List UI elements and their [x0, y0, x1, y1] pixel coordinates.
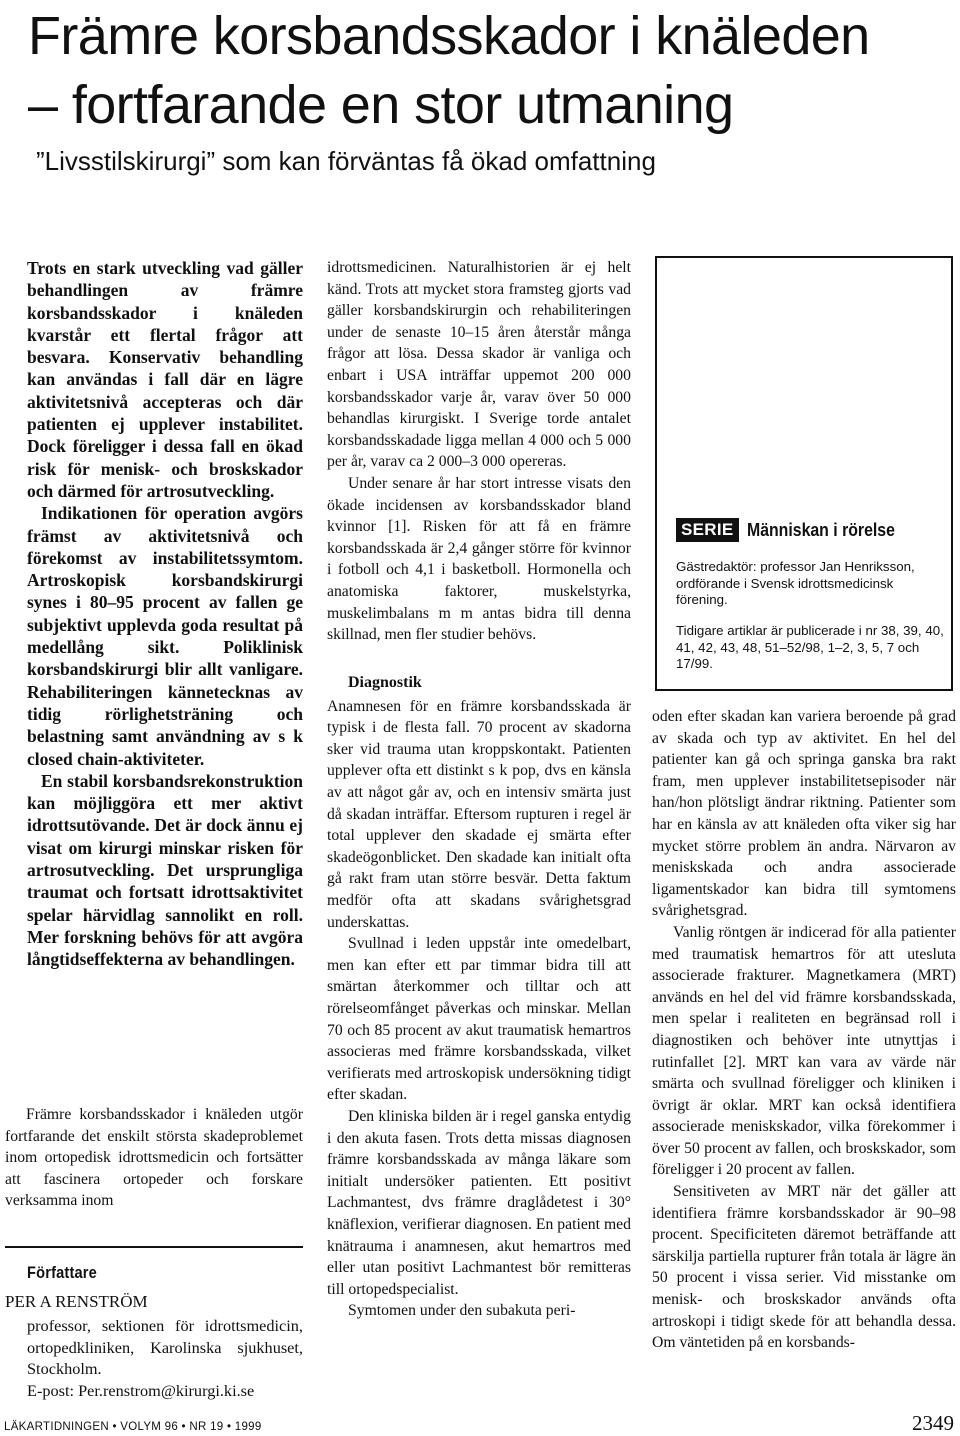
body-column-2: [327, 257, 631, 1322]
series-previous-articles: Tidigare artiklar är publicerade i nr 38, 39, 40, 41, 42, 43, 48, 51–52/98, 1–2, 3, 5, 7 och 17/99.: [676, 623, 944, 672]
journal-footer: LÄKARTIDNINGEN • VOLYM 96 • NR 19 • 1999: [4, 1421, 262, 1433]
author-divider: [5, 1246, 303, 1248]
lead-paragraph: Indikationen för operation avgörs främst av aktivitetsnivå och förekomst av instabilitetssymtom. Artroskopisk korsbandskirurgi synes i 80–95 procent av fallen ge subjektivt upplevda goda resultat på medellång sikt. Poliklinisk korsbandskirurgi blir allt vanligare. Rehabiliteringen kännetecknas av tidig rörlighetsträning och belastning samt användning av s k closed chain-aktiviteter.: [27, 503, 303, 769]
page-number: 2349: [912, 1411, 954, 1435]
section-heading-diagnostik: Diagnostik: [348, 673, 422, 691]
author-heading: Författare: [27, 1263, 97, 1282]
title-line-2: – fortfarande en stor utmaning: [28, 75, 734, 135]
author-email[interactable]: E-post: Per.renstrom@kirurgi.ki.se: [27, 1380, 255, 1400]
body-paragraph: Sensitiveten av MRT när det gäller att identifiera främre korsbandsskador är 90–98 procent. Specificiteten däremot beträffande att särskilja partiella rupturer från totala är lägre än 50 procent i vissa serier. Vid misstanke om menisk- och broskskador används ofta artroskopi i tidigt skede för att behandla dessa. Om väntetiden på en korsbands-: [652, 1183, 956, 1352]
body-paragraph: Vanlig röntgen är indicerad för alla patienter med traumatisk hemartros för att utesluta associerade frakturer. Magnetkamera (MRT) används en hel del vid främre korsbandsskada, men spelar i realiteten en begränsad roll i diagnostiken och behöver inte utnyttjas i rutinfallet [2]. MRT kan vara av värde när smärta och svullnad föreligger och kliniken i övrigt är oklar. MRT kan också identifiera associerade meniskskador, vilka förekommer i över 50 procent av fallen, och broskskador, som föreligger i 20 procent av fallen.: [652, 923, 956, 1179]
author-affiliation-text: professor, sektionen för idrottsmedicin, ortopedkliniken, Karolinska sjukhuset, Stockholm.: [27, 1316, 303, 1378]
author-affiliation: [27, 1315, 303, 1401]
intro-text: [5, 1104, 303, 1212]
series-editor: Gästredaktör: professor Jan Henriksson, ordförande i Svensk idrottsmedicinsk förening.: [676, 559, 915, 608]
lead-paragraph: En stabil korsbandsrekonstruktion kan möjliggöra ett mer aktivt idrottsutövande. Det är dock ännu ej visat om kirurgi minskar risken för artrosutveckling. Det ursprungliga traumat och fortsatt idrottsaktivitet spelar härvidlag sannolikt en roll. Mer forskning behövs för att avgöra långtidseffekterna av behandlingen.: [27, 770, 303, 970]
intro-paragraph: Främre korsbandsskador i knäleden utgör fortfarande det enskilt största skadeproblemet inom ortopedisk idrottsmedicin och fortsätter att fascinera ortopeder och forskare verksamma inom: [5, 1106, 303, 1210]
body-paragraph: Svullnad i leden uppstår inte omedelbart, men kan efter ett par timmar bidra till att smärtan återkommer och tilltar och att rörelseomfånget påverkas och minskar. Mellan 70 och 85 procent av akut traumatisk hemartros associeras med främre korsbandsskada, vilket verifierats med artroskopisk undersökning tidigt efter skadan.: [327, 935, 631, 1104]
body-paragraph: idrottsmedicinen. Naturalhistorien är ej helt känd. Trots att mycket stora framsteg gjorts vad gäller korsbandskirurgin och rehabiliteringen under de senaste 10–15 åren återstår många frågor att lösa. Dessa skador är vanliga och enbart i USA inträffar uppemot 200 000 korsbandsskador varje år, varav över 50 000 behandlas kirurgiskt. I Sverige torde antalet korsbandsskadade ligga mellan 4 000 och 5 000 per år, varav ca 2 000–3 000 opereras.: [327, 259, 631, 471]
author-name: PER A RENSTRÖM: [5, 1292, 148, 1311]
body-paragraph: Den kliniska bilden är i regel ganska entydig i den akuta fasen. Trots detta missas diagnosen främre korsbandsskada av många läkare som initialt undersöker patienten. Ett positivt Lachmantest, dvs främre draglådetest i 30° knäflexion, verifierar diagnosen. En patient med knätrauma i anamnesen, akut hemartros med eller utan positivt Lachmantest bör remitteras till ortopedspecialist.: [327, 1107, 631, 1298]
series-title: Människan i rörelse: [746, 519, 895, 540]
article-subtitle: ”Livsstilskirurgi” som kan förväntas få ökad omfattning: [36, 146, 656, 176]
body-paragraph: oden efter skadan kan variera beroende på grad av skada och typ av aktivitet. En hel del patienter kan gå och springa ganska bra rakt fram, men upplever instabilitetsepisoder när han/hon plötsligt ändrar riktning. Patienter som har en känsla av att knäleden ofta viker sig har mycket större problem än andra. Närvaron av meniskskada och andra associerade ligamentskador kan bidra till symtomens svårighetsgrad.: [652, 708, 956, 920]
article-title: [28, 2, 948, 140]
lead-paragraph: Trots en stark utveckling vad gäller behandlingen av främre korsbandsskador i knäleden kvarstår ett flertal frågor att besvara. Konservativ behandling kan användas i fall där en lägre aktivitetsnivå accepteras och där patienten ej upplever instabilitet. Dock föreligger i dessa fall en ökad risk för menisk- och broskskador och därmed för artrosutveckling.: [27, 258, 303, 501]
series-header: [676, 518, 915, 542]
series-badge: SERIE: [676, 518, 739, 542]
body-paragraph: Anamnesen för en främre korsbandsskada är typisk i de flesta fall. 70 procent av skadorna sker vid trauma utan kroppskontakt. Patienten upplever ofta ett distinkt s k pop, dvs en känsla av att något går av, och en intensiv smärta just då skadan inträffar. Eftersom rupturen i regel är total upplever den skadade ej smärta efter skadeögonblicket. Den skadade kan initialt ofta gå rakt fram utan större besvär. Detta faktum medför ofta att skadans svårighetsgrad underskattas.: [327, 697, 631, 931]
body-paragraph: Under senare år har stort intresse visats den ökade incidensen av korsbandsskador bland kvinnor [1]. Risken för att få en främre korsbandsskada är 2,4 gånger större för kvinnor i fotboll och 4,1 i basketboll. Hormonella och anatomiska faktorer, muskelstyrka, muskelimbalans m m antas bidra till denna skillnad, men fler studier behövs.: [327, 474, 631, 644]
body-paragraph: Symtomen under den subakuta peri-: [348, 1302, 576, 1320]
body-column-3: [652, 706, 956, 1354]
title-line-1: Främre korsbandsskador i knäleden: [28, 6, 870, 66]
lead-summary: [27, 257, 303, 971]
